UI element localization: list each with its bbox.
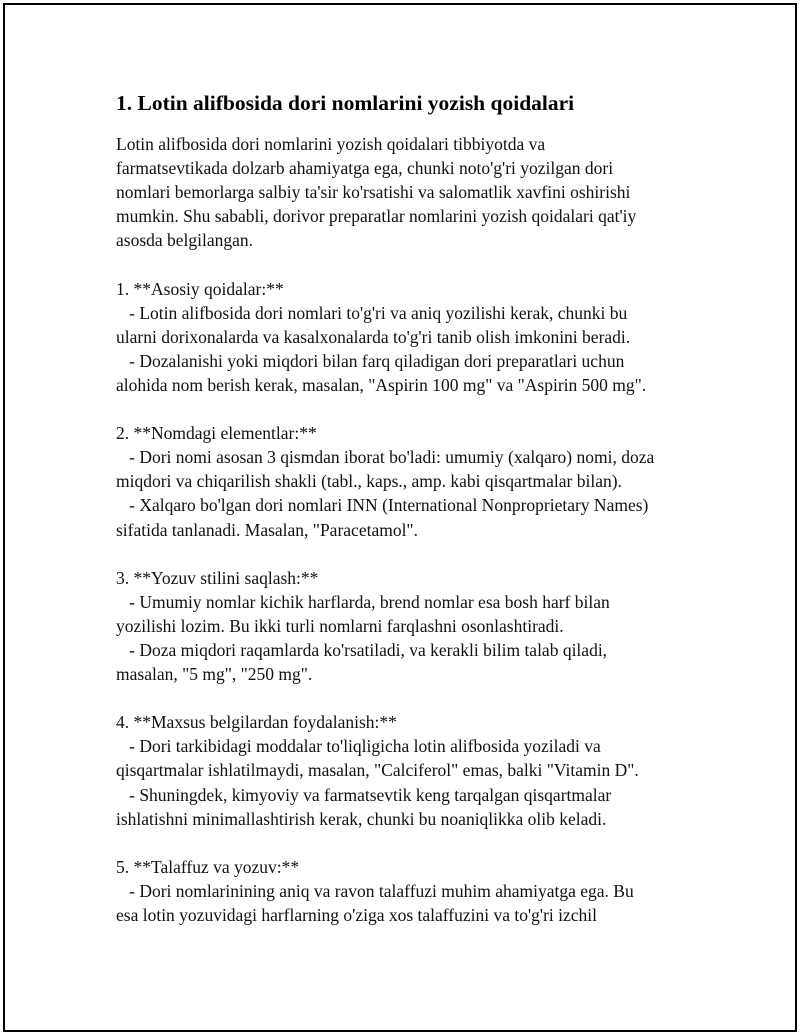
document-body: Lotin alifbosida dori nomlarini yozish qoidalari tibbiyotda va farmatsevtikada dolzarb ahamiyatga ega, chunki noto'g'ri yozilgan dori nomlari bemorlarga salbiy ta'sir ko'rsatishi va salomatlik xavfini oshirishi mumkin. Shu sababli, dorivor preparatlar nomlarini yozish qoidalari qat'iy asosda belgilangan. 1. **Asosiy qoidalar:** - Lotin alifbosida dori nomlari to'g'ri va aniq yozilishi kerak, chunki bu ularni dorixonalarda va kasalxonalarda to'g'ri tanib olish imkonini beradi. - Dozalanishi yoki miqdori bilan farq qiladigan dori preparatlari uchun alohida nom berish kerak, masalan, "Aspirin 100 mg" va "Aspirin 500 mg". 2. **Nomdagi elementlar:** - Dori nomi asosan 3 qismdan iborat bo'ladi: umumiy (xalqaro) nomi, doza miqdori va chiqarilish shakli (tabl., kaps., amp. kabi qisqartmalar bilan). - Xalqaro bo'lgan dori nomlari INN (International Nonproprietary Names) sifatida tanlanadi. Masalan, "Paracetamol". 3. **Yozuv stilini saqlash:** - Umumiy nomlar kichik harflarda, brend nomlar esa bosh harf bilan yozilishi lozim. Bu ikki turli nomlarni farqlashni osonlashtiradi. - Doza miqdori raqamlarda ko'rsatiladi, va kerakli bilim talab qiladi, masalan, "5 mg", "250 mg". 4. **Maxsus belgilardan foydalanish:** - Dori tarkibidagi moddalar to'liqligicha lotin alifbosida yoziladi va qisqartmalar ishlatilmaydi, masalan, "Calciferol" emas, balki "Vitamin D". - Shuningdek, kimyoviy va farmatsevtik keng tarqalgan qisqartmalar ishlatishni minimallashtirish kerak, chunki bu noaniqlikka olib keladi. 5. **Talaffuz va yozuv:** - Dori nomlarinining aniq va ravon talaffuzi muhim ahamiyatga ega. Bu esa lotin yozuvidagi harflarning o'ziga xos talaffuzini va to'g'ri izchil — [116, 134, 655, 925]
document-content — [116, 88, 716, 927]
document-heading: 1. Lotin alifbosida dori nomlarini yozish qoidalari — [116, 91, 575, 115]
